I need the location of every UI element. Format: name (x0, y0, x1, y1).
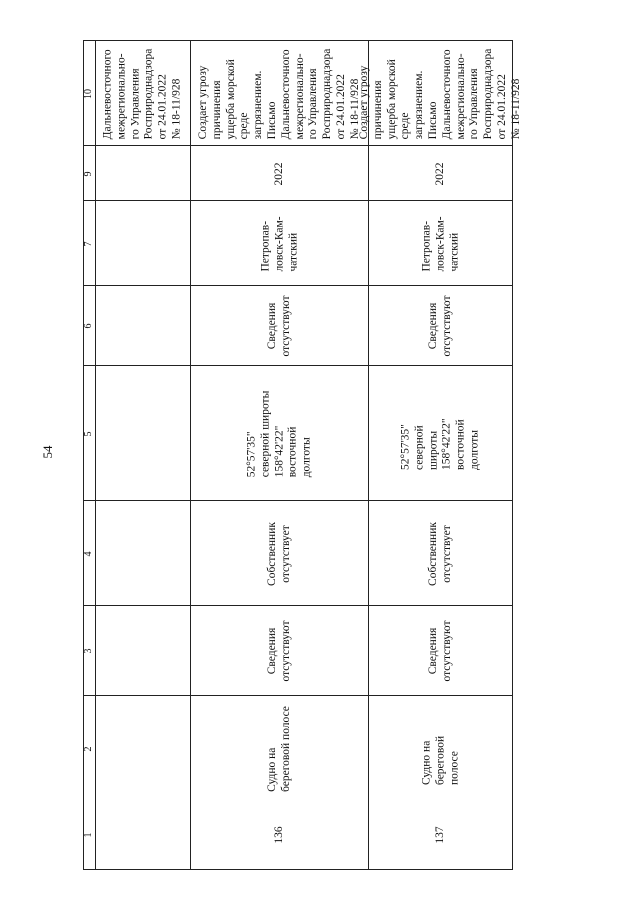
header-cell-6 (83, 286, 95, 366)
row-1-cell-2 (190, 696, 368, 801)
column-5-coordinates (83, 365, 513, 501)
row-1-object: Судно на береговой полосе (265, 705, 292, 792)
row-2-year: 2022 (434, 162, 447, 185)
row-1-cell-9 (190, 146, 368, 201)
rotated-table (83, 40, 522, 870)
row-2-cell-1 (368, 800, 513, 870)
column-10-notes (83, 40, 522, 146)
header-cell-9 (83, 146, 95, 201)
row-2-info: Сведения отсутствуют (427, 620, 453, 682)
row-2-notes: Создает угрозу причинения ущерба морской среде загрязнением. Письмо Дальневосточного межрегионально- го Управления Росприроднадзора от 24.01.2022 № 18-11/928 (358, 48, 522, 139)
row-1-cell-3 (190, 606, 368, 696)
header-cell-7 (83, 201, 95, 286)
header-number-9: 9 (83, 171, 94, 176)
column-4-owner (83, 500, 513, 606)
row-2-cell-3 (368, 606, 513, 696)
header-cell-1 (83, 800, 95, 870)
row-0-cell-3 (95, 606, 190, 696)
column-9-year (83, 145, 513, 201)
row-0-cell-10 (95, 41, 190, 146)
header-cell-5 (83, 366, 95, 501)
row-1-cell-7 (190, 201, 368, 286)
row-2-cell-7 (368, 201, 513, 286)
row-2-cell-6 (368, 286, 513, 366)
header-number-4: 4 (83, 551, 94, 556)
row-0-cell-6 (95, 286, 190, 366)
row-2-owner: Собственник отсутствует (427, 521, 453, 586)
header-number-1: 1 (83, 832, 94, 838)
header-number-6: 6 (83, 323, 94, 329)
row-2-cell-5 (368, 366, 513, 501)
header-cell-2 (83, 696, 95, 801)
column-7-city (83, 200, 513, 286)
header-number-10: 10 (83, 88, 94, 99)
header-cell-10 (83, 41, 95, 146)
header-cell-3 (83, 606, 95, 696)
column-3-info (83, 605, 513, 696)
column-1-row-number (83, 800, 513, 870)
row-0-cell-4 (95, 501, 190, 606)
row-2-cell-4 (368, 501, 513, 606)
row-1-info: Сведения отсутствуют (265, 620, 292, 682)
row-1-cell-1 (190, 800, 368, 870)
row-1-info-2: Сведения отсутствуют (265, 295, 292, 357)
header-cell-4 (83, 501, 95, 606)
row-2-cell-10 (358, 41, 522, 146)
row-2-cell-9 (368, 146, 513, 201)
row-0-cell-7 (95, 201, 190, 286)
page-number: 54 (40, 445, 55, 459)
row-1-number: 136 (272, 826, 285, 844)
row-1-coordinates: 52°57'35" северной широты 158°42'22" восточной долготы (245, 390, 313, 477)
header-number-7: 7 (83, 241, 94, 246)
header-number-3: 3 (83, 648, 94, 654)
row-1-cell-5 (190, 366, 368, 501)
row-0-cell-5 (95, 366, 190, 501)
row-1-cell-6 (190, 286, 368, 366)
row-1-owner: Собственник отсутствует (265, 521, 292, 586)
row-1-cell-10 (190, 41, 368, 146)
row-0-cell-1 (95, 800, 190, 870)
row-2-info-2: Сведения отсутствуют (427, 295, 453, 357)
row-1-notes: Создает угрозу причинения ущерба морской среде загрязнением. Письмо Дальневосточного межрегионально- го Управления Росприроднадзора от 24.01.2022 № 18-11/928 (196, 48, 361, 139)
row-2-city: Петропав- ловск-Кам- чатский (420, 215, 460, 272)
row-1-city: Петропав- ловск-Кам- чатский (258, 215, 299, 272)
row-2-object: Судно на береговой полосе (420, 735, 460, 785)
row-2-cell-2 (368, 696, 513, 801)
row-0-cell-2 (95, 696, 190, 801)
row-2-number: 137 (434, 826, 447, 844)
header-number-5: 5 (83, 431, 94, 436)
column-6-info (83, 285, 513, 366)
row-1-year: 2022 (272, 162, 285, 185)
row-1-cell-4 (190, 501, 368, 606)
row-2-coordinates: 52°57'35" северной широты 158°42'22" восточной долготы (399, 417, 481, 470)
row-0-notes: Дальневосточного межрегионально- го Управления Росприроднадзора от 24.01.2022 № 18-11/928 (101, 48, 183, 139)
header-number-2: 2 (83, 746, 94, 751)
row-0-cell-9 (95, 146, 190, 201)
column-2-object (83, 695, 513, 801)
